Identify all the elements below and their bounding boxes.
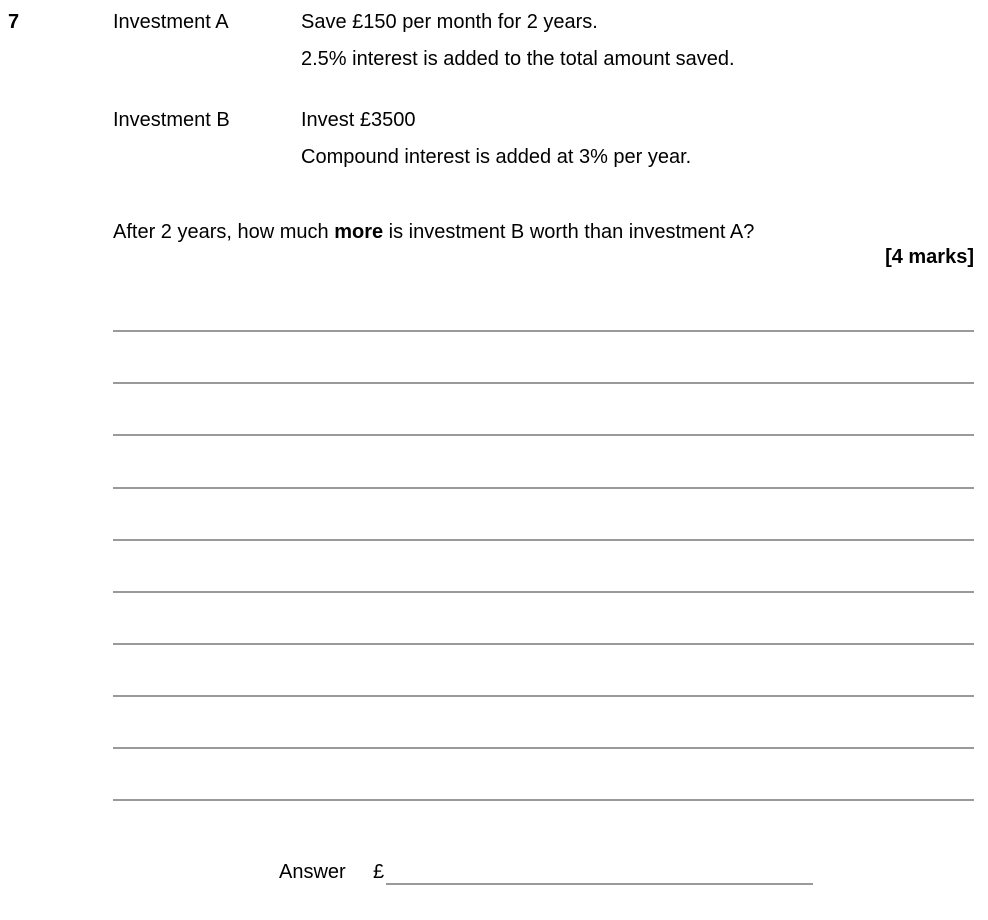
marks-label: [4 marks]	[885, 246, 974, 268]
working-area[interactable]	[113, 0, 974, 920]
working-line	[113, 799, 974, 801]
prompt-after: is investment B worth than investment A?	[383, 221, 755, 243]
answer-label: Answer	[279, 861, 346, 883]
investment-a-line-2: 2.5% interest is added to the total amount saved.	[301, 48, 735, 70]
question-number: 7	[8, 11, 20, 33]
prompt-emphasis: more	[334, 221, 384, 243]
working-line	[113, 591, 974, 593]
investment-b-line-2: Compound interest is added at 3% per year.	[301, 146, 692, 168]
answer-line[interactable]	[386, 883, 813, 885]
working-line	[113, 643, 974, 645]
investment-b-line-1: Invest £3500	[301, 109, 416, 131]
working-line	[113, 695, 974, 697]
working-line	[113, 539, 974, 541]
working-line	[113, 382, 974, 384]
investment-b-label: Investment B	[113, 109, 230, 131]
working-line	[113, 747, 974, 749]
investment-a-label: Investment A	[113, 11, 229, 33]
working-line	[113, 434, 974, 436]
working-line	[113, 330, 974, 332]
investment-a-line-1: Save £150 per month for 2 years.	[301, 11, 598, 33]
prompt-before: After 2 years, how much	[113, 221, 335, 243]
working-line	[113, 487, 974, 489]
answer-currency: £	[373, 861, 385, 883]
